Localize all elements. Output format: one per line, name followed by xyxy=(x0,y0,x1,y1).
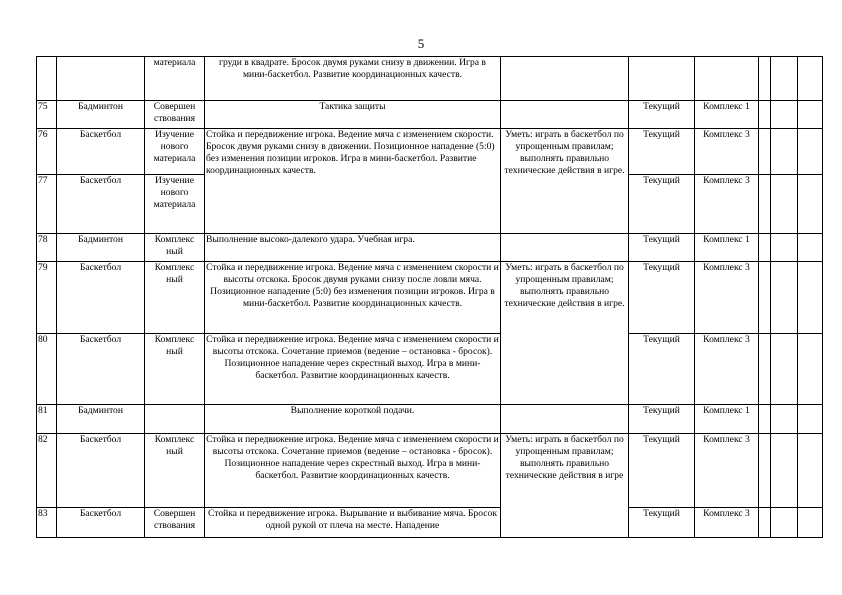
control-cell: Текущий xyxy=(629,101,695,129)
empty-cell xyxy=(759,434,771,508)
control-cell: Текущий xyxy=(629,508,695,538)
table-row xyxy=(37,57,823,101)
skill-cell xyxy=(501,234,629,262)
skill-cell xyxy=(501,101,629,129)
page-number: 5 xyxy=(417,36,425,51)
control-cell: Текущий xyxy=(629,262,695,334)
sport-cell: Баскетбол xyxy=(57,129,145,175)
lesson-number: 83 xyxy=(37,508,57,538)
lesson-type-cell: Совершен ствования xyxy=(145,101,205,129)
table-row xyxy=(37,234,823,262)
homework-cell: Комплекс 1 xyxy=(695,405,759,434)
table-row xyxy=(37,405,823,434)
table-row xyxy=(37,434,823,508)
homework-cell: Комплекс 3 xyxy=(695,129,759,175)
control-cell: Текущий xyxy=(629,234,695,262)
empty-cell xyxy=(759,334,771,405)
sport-cell: Баскетбол xyxy=(57,175,145,234)
empty-cell xyxy=(771,405,798,434)
sport-cell: Баскетбол xyxy=(57,262,145,334)
control-cell: Текущий xyxy=(629,405,695,434)
content-cell: Выполнение высоко-далекого удара. Учебная игра. xyxy=(205,234,501,262)
sport-cell: Баскетбол xyxy=(57,434,145,508)
empty-cell xyxy=(759,101,771,129)
empty-cell xyxy=(798,101,823,129)
homework-cell: Комплекс 3 xyxy=(695,334,759,405)
lesson-type-cell xyxy=(145,405,205,434)
empty-cell xyxy=(771,234,798,262)
empty-cell xyxy=(759,129,771,175)
homework-cell: Комплекс 3 xyxy=(695,262,759,334)
empty-cell xyxy=(771,175,798,234)
content-cell: Выполнение короткой подачи. xyxy=(205,405,501,434)
content-cell: Стойка и передвижение игрока. Ведение мяча с изменением скорости и высоты отскока. Сочетание приемов (ведение – остановка - бросок). Позиционное нападение через скрестный выход. Игра в мини-баскетбол. Развитие координационных качеств. xyxy=(205,334,501,405)
lesson-type-cell: Изучение нового материала xyxy=(145,129,205,175)
control-cell: Текущий xyxy=(629,129,695,175)
sport-cell: Баскетбол xyxy=(57,334,145,405)
empty-cell xyxy=(798,508,823,538)
skill-cell xyxy=(501,405,629,434)
empty-cell xyxy=(759,175,771,234)
control-cell xyxy=(629,57,695,101)
empty-cell xyxy=(798,234,823,262)
sport-cell: Бадминтон xyxy=(57,101,145,129)
lesson-number xyxy=(37,57,57,101)
control-cell: Текущий xyxy=(629,175,695,234)
homework-cell: Комплекс 3 xyxy=(695,175,759,234)
homework-cell: Комплекс 3 xyxy=(695,508,759,538)
content-cell: груди в квадрате. Бросок двумя руками снизу в движении. Игра в мини-баскетбол. Развитие координационных качеств. xyxy=(205,57,501,101)
homework-cell: Комплекс 1 xyxy=(695,234,759,262)
lesson-type-cell: Комплекс ный xyxy=(145,434,205,508)
sport-cell: Баскетбол xyxy=(57,508,145,538)
empty-cell xyxy=(759,57,771,101)
content-cell: Стойка и передвижение игрока. Ведение мяча с изменением скорости и высоты отскока. Сочетание приемов (ведение – остановка - бросок). Позиционное нападение через скрестный выход. Игра в мини-баскетбол. Развитие координационных качеств. xyxy=(205,434,501,508)
table-row xyxy=(37,262,823,334)
empty-cell xyxy=(771,129,798,175)
empty-cell xyxy=(771,57,798,101)
empty-cell xyxy=(798,175,823,234)
lesson-number: 80 xyxy=(37,334,57,405)
empty-cell xyxy=(798,57,823,101)
homework-cell: Комплекс 1 xyxy=(695,101,759,129)
table-row xyxy=(37,508,823,538)
lesson-number: 79 xyxy=(37,262,57,334)
lesson-number: 75 xyxy=(37,101,57,129)
empty-cell xyxy=(798,129,823,175)
homework-cell xyxy=(695,57,759,101)
lesson-number: 82 xyxy=(37,434,57,508)
empty-cell xyxy=(759,508,771,538)
content-cell: Стойка и передвижение игрока. Ведение мяча с изменением скорости. Бросок двумя руками снизу в движении. Позиционное нападение (5:0) без изменения позиции игроков. Игра в мини-баскетбол. Развитие координационных качеств. xyxy=(205,129,501,234)
lesson-type-cell: Изучение нового материала xyxy=(145,175,205,234)
lesson-type-cell: Комплекс ный xyxy=(145,234,205,262)
lesson-type-cell: материала xyxy=(145,57,205,101)
lesson-plan-table xyxy=(36,56,823,538)
skill-cell xyxy=(501,57,629,101)
sport-cell: Бадминтон xyxy=(57,234,145,262)
content-cell: Тактика защиты xyxy=(205,101,501,129)
control-cell: Текущий xyxy=(629,434,695,508)
empty-cell xyxy=(771,101,798,129)
empty-cell xyxy=(771,434,798,508)
lesson-number: 78 xyxy=(37,234,57,262)
empty-cell xyxy=(771,334,798,405)
empty-cell xyxy=(771,508,798,538)
table-row xyxy=(37,129,823,175)
empty-cell xyxy=(759,234,771,262)
lesson-type-cell: Совершен ствования xyxy=(145,508,205,538)
empty-cell xyxy=(759,405,771,434)
table-row xyxy=(37,101,823,129)
empty-cell xyxy=(798,262,823,334)
lesson-number: 76 xyxy=(37,129,57,175)
control-cell: Текущий xyxy=(629,334,695,405)
skill-cell: Уметь: играть в баскетбол по упрощенным правилам; выполнять правильно технические действия в игре. xyxy=(501,129,629,234)
empty-cell xyxy=(771,262,798,334)
lesson-number: 81 xyxy=(37,405,57,434)
homework-cell: Комплекс 3 xyxy=(695,434,759,508)
empty-cell xyxy=(798,334,823,405)
skill-cell: Уметь: играть в баскетбол по упрощенным правилам; выполнять правильно технические действия в игре. xyxy=(501,262,629,405)
empty-cell xyxy=(759,262,771,334)
lesson-type-cell: Комплекс ный xyxy=(145,262,205,334)
content-cell: Стойка и передвижение игрока. Ведение мяча с изменением скорости и высоты отскока. Бросок двумя руками снизу после ловли мяча. Позиционное нападение (5:0) без изменения позиции игроков. Игра в мини-баскетбол. Развитие координационных качеств. xyxy=(205,262,501,334)
sport-cell xyxy=(57,57,145,101)
lesson-type-cell: Комплекс ный xyxy=(145,334,205,405)
lesson-number: 77 xyxy=(37,175,57,234)
empty-cell xyxy=(798,434,823,508)
sport-cell: Бадминтон xyxy=(57,405,145,434)
empty-cell xyxy=(798,405,823,434)
table-row xyxy=(37,334,823,405)
skill-cell: Уметь: играть в баскетбол по упрощенным правилам; выполнять правильно технические действия в игре xyxy=(501,434,629,538)
content-cell: Стойка и передвижение игрока. Вырывание и выбивание мяча. Бросок одной рукой от плеча на месте. Нападение xyxy=(205,508,501,538)
